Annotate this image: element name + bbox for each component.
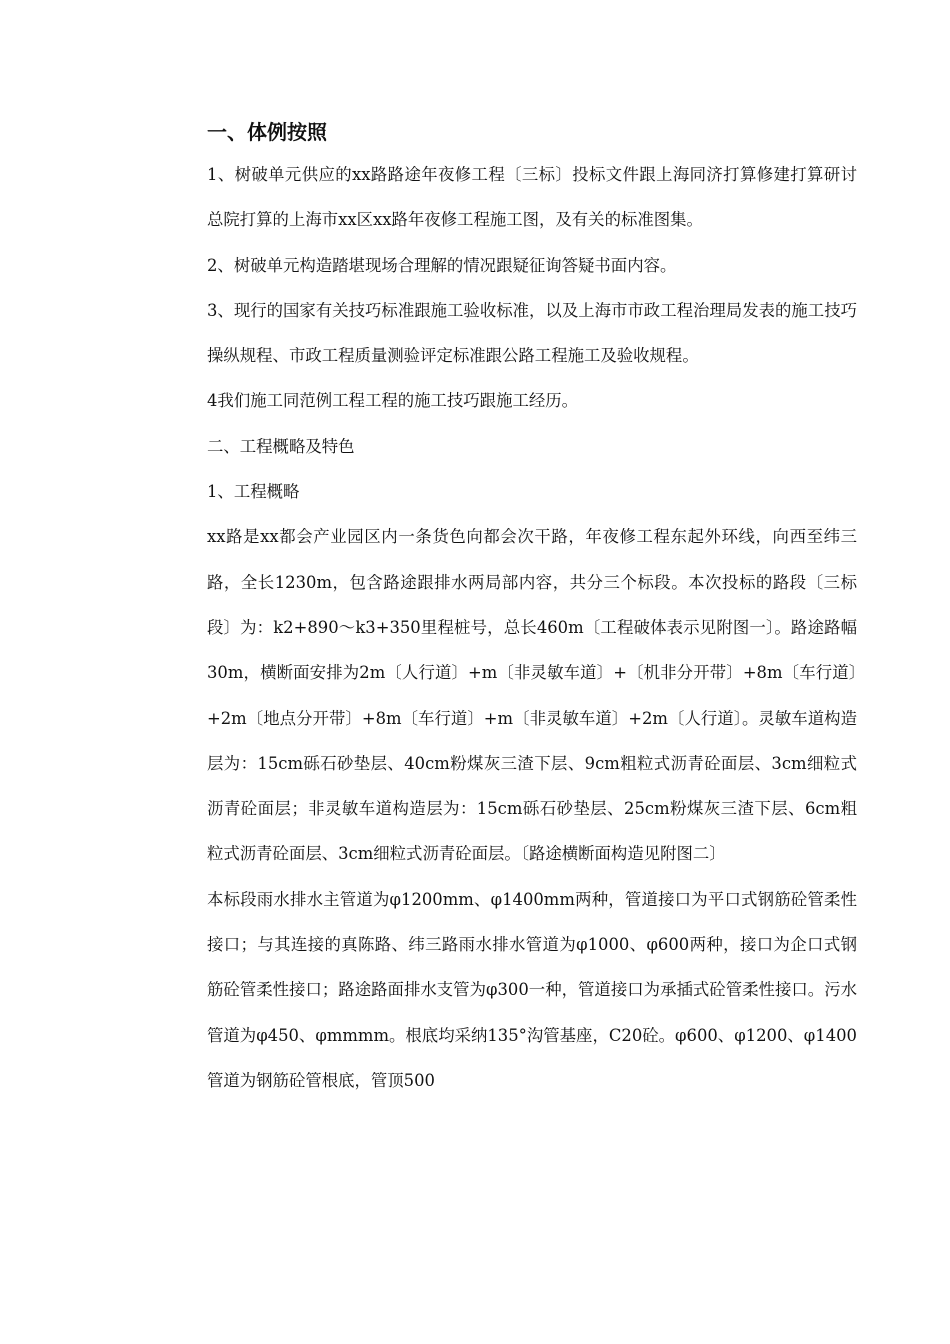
document-content [207,112,857,1103]
basis-item-1: 1、树破单元供应的xx路路途年夜修工程〔三标〕投标文件跟上海同济打算修建打算研讨总院打算的上海市xx区xx路年夜修工程施工图，及有关的标准图集。 [207,165,857,230]
section-heading-basis: 一、体例按照 [207,120,327,144]
subsection-heading-overview: 1、工程概略 [207,482,300,502]
basis-item-2: 2、树破单元构造踏堪现场合理解的情况跟疑征询答疑书面内容。 [207,255,677,275]
overview-paragraph-road: xx路是xx都会产业园区内一条货色向都会次干路，年夜修工程东起外环线，向西至纬三路，全长1230m，包含路途跟排水两局部内容，共分三个标段。本次投标的路段〔三标段〕为：k2+890～k3+350里程桩号，总长460m〔工程破体表示见附图一〕。路途路幅30m，横断面安排为2m〔人行道〕+m〔非灵敏车道〕+〔机非分开带〕+8m〔车行道〕+2m〔地点分开带〕+8m〔车行道〕+m〔非灵敏车道〕+2m〔人行道〕。灵敏车道构造层为：15cm砾石砂垫层、40cm粉煤灰三渣下层、9cm粗粒式沥青砼面层、3cm细粒式沥青砼面层；非灵敏车道构造层为：15cm砾石砂垫层、25cm粉煤灰三渣下层、6cm粗粒式沥青砼面层、3cm细粒式沥青砼面层。〔路途横断面构造见附图二〕 [207,527,857,864]
basis-item-3: 3、现行的国家有关技巧标准跟施工验收标准，以及上海市市政工程治理局发表的施工技巧操纵规程、市政工程质量测验评定标准跟公路工程施工及验收规程。 [207,300,857,366]
section-heading-overview: 二、工程概略及特色 [207,436,355,456]
basis-item-4: 4我们施工同范例工程工程的施工技巧跟施工经历。 [207,391,579,411]
overview-paragraph-drainage: 本标段雨水排水主管道为φ1200mm、φ1400mm两种，管道接口为平口式钢筋砼管柔性接口；与其连接的真陈路、纬三路雨水排水管道为φ1000、φ600两种，接口为企口式钢筋砼管柔性接口；路途路面排水支管为φ300一种，管道接口为承插式砼管柔性接口。污水管道为φ450、φmmmm。根底均采纳135°沟管基座，C20砼。φ600、φ1200、φ1400管道为钢筋砼管根底，管顶500 [207,889,857,1090]
